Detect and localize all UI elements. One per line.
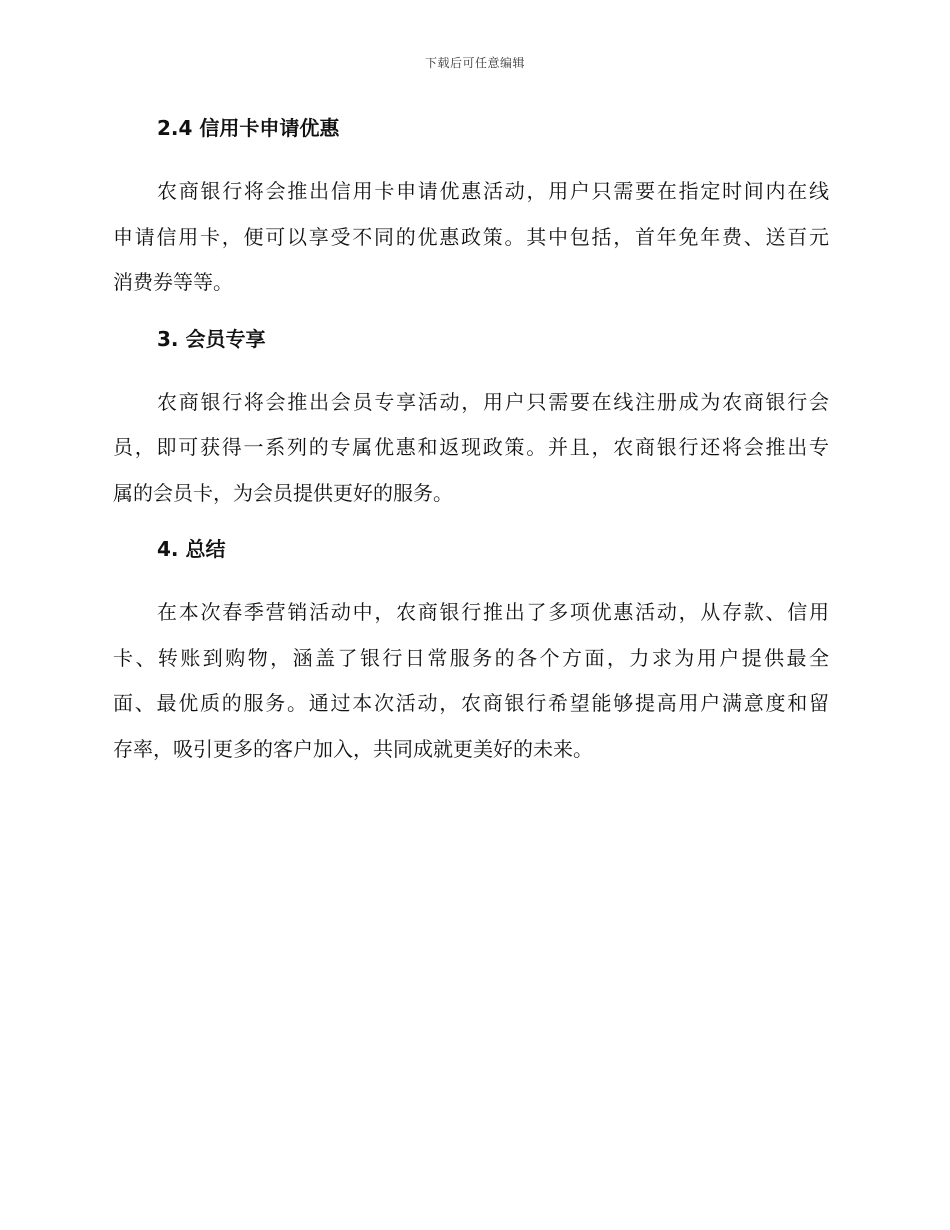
section-paragraph-membership — [113, 380, 829, 517]
paragraph-line: 农商银行将会推出会员专享活动，用户只需要在线注册成为农商银行会 — [157, 389, 829, 414]
section-heading-membership: 3. 会员专享 — [157, 326, 266, 351]
paragraph-line: 属的会员卡，为会员提供更好的服务。 — [113, 480, 453, 505]
document-body — [113, 112, 829, 772]
section-heading-summary: 4. 总结 — [157, 537, 226, 561]
paragraph-line: 存率，吸引更多的客户加入，共同成就更美好的未来。 — [113, 736, 593, 761]
paragraph-line: 面、最优质的服务。通过本次活动，农商银行希望能够提高用户满意度和留 — [113, 691, 829, 715]
paragraph-line: 消费券等等。 — [113, 270, 233, 294]
paragraph-line: 申请信用卡，便可以享受不同的优惠政策。其中包括，首年免年费、送百元 — [113, 224, 829, 249]
page-header-note: 下载后可任意编辑 — [424, 56, 525, 70]
section-heading-credit-card: 2.4 信用卡申请优惠 — [157, 116, 340, 140]
paragraph-line: 农商银行将会推出信用卡申请优惠活动，用户只需要在指定时间内在线 — [157, 179, 829, 203]
section-paragraph-summary — [113, 590, 829, 772]
paragraph-line: 卡、转账到购物，涵盖了银行日常服务的各个方面，力求为用户提供最全 — [113, 645, 829, 670]
section-paragraph-credit-card — [113, 169, 829, 306]
paragraph-line: 在本次春季营销活动中，农商银行推出了多项优惠活动，从存款、信用 — [157, 600, 829, 624]
paragraph-line: 员，即可获得一系列的专属优惠和返现政策。并且，农商银行还将会推出专 — [113, 435, 829, 459]
